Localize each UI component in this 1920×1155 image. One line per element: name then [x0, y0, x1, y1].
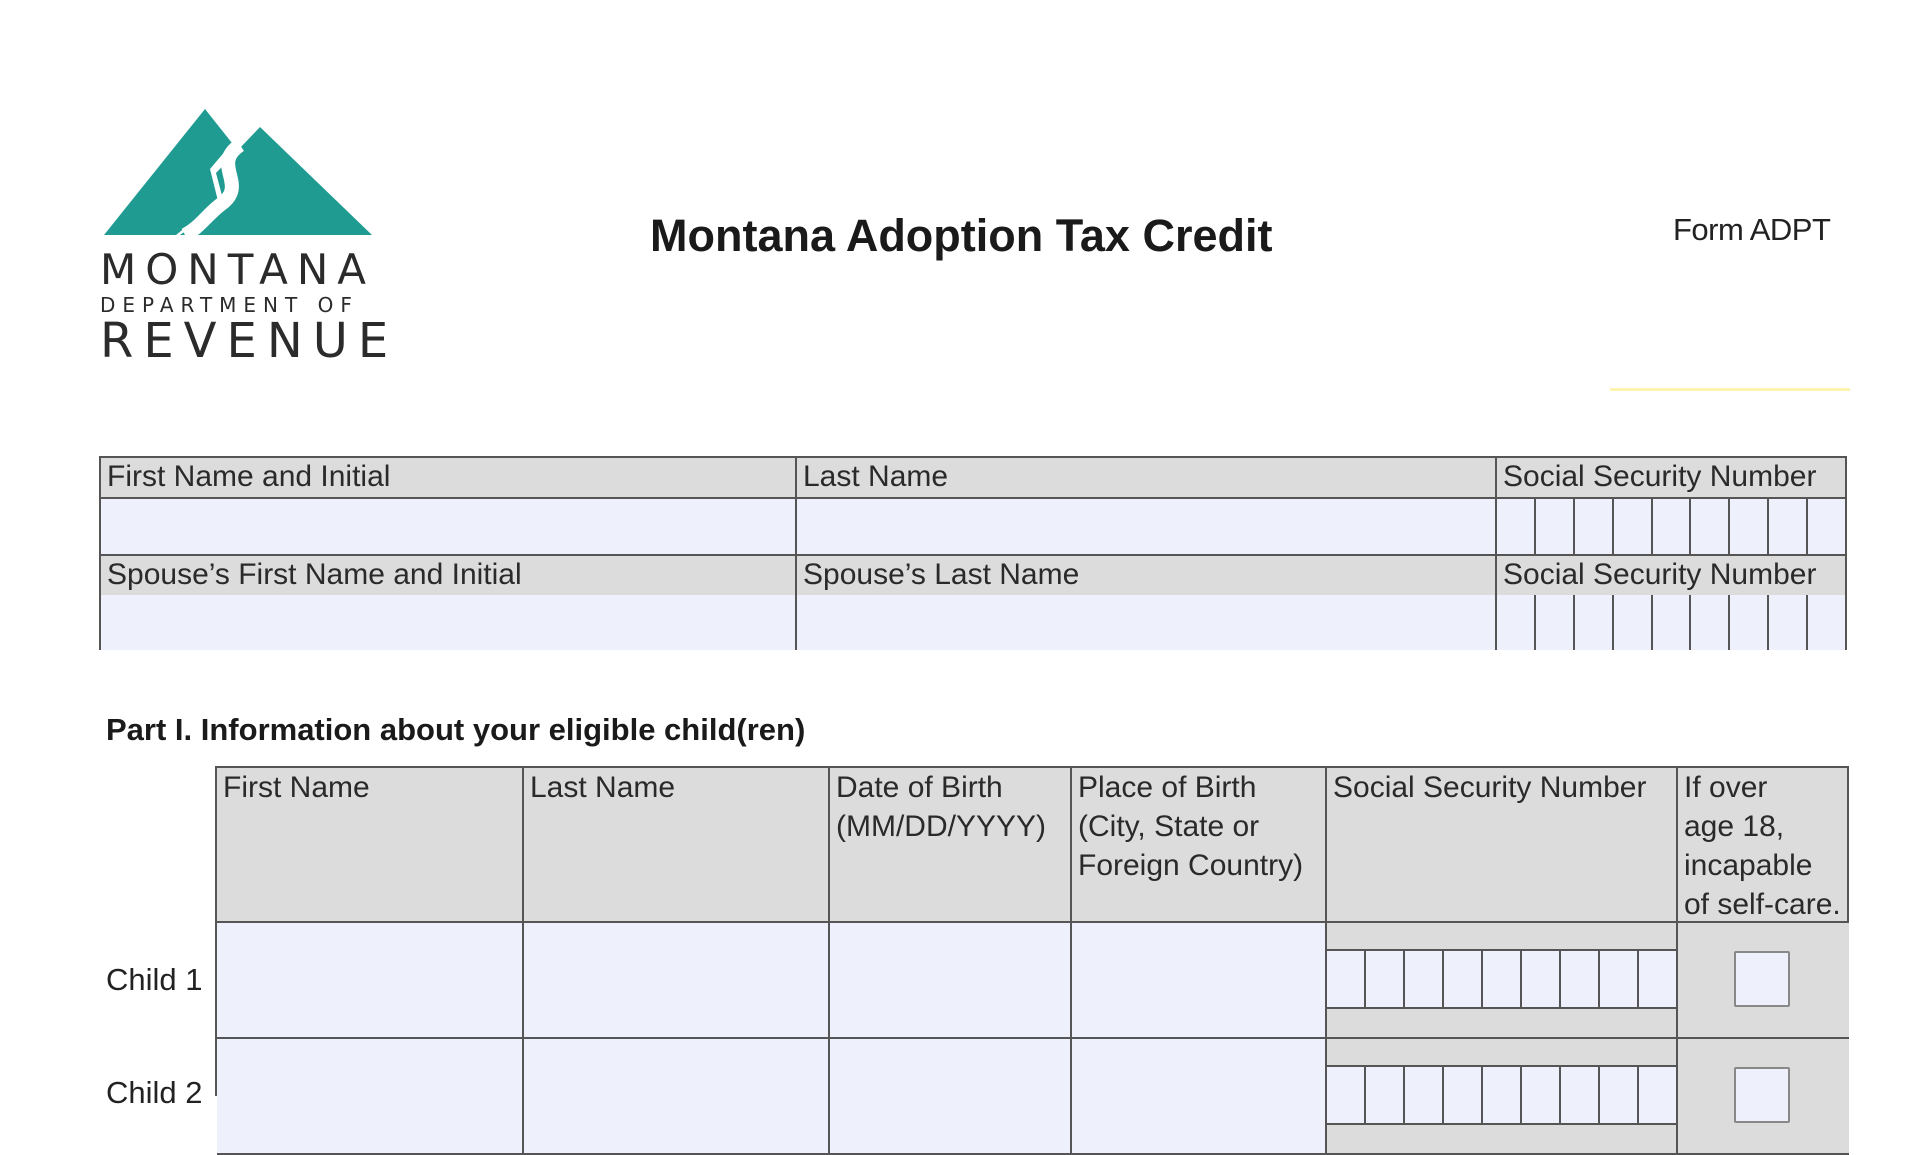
- logo-revenue-text: REVENUE: [100, 313, 399, 369]
- first-name-label: First Name and Initial: [107, 460, 391, 493]
- taxpayer-input-row: [101, 499, 1845, 554]
- col-header-place-of-birth: Place of Birth (City, State or Foreign Country): [1072, 768, 1327, 923]
- spouse-first-name-field[interactable]: [101, 595, 795, 650]
- form-title: Montana Adoption Tax Credit: [650, 210, 1273, 261]
- ssn-digit-box[interactable]: [1364, 951, 1403, 1007]
- form-id: Form ADPT: [1673, 212, 1831, 247]
- child1-first-name-field[interactable]: [217, 923, 524, 1039]
- last-name-field[interactable]: [797, 499, 1495, 554]
- child2-label: Child 2: [106, 1075, 203, 1110]
- ssn-digit-box[interactable]: [1612, 499, 1651, 554]
- child2-first-name-field[interactable]: [217, 1039, 524, 1155]
- child1-place-of-birth-field[interactable]: [1072, 923, 1327, 1039]
- child1-ssn-cell: [1327, 923, 1678, 1039]
- ssn-digit-box[interactable]: [1728, 499, 1767, 554]
- logo-montana-text: MONTANA: [100, 245, 375, 294]
- child1-ssn-field[interactable]: [1327, 949, 1676, 1009]
- ssn-digit-box[interactable]: [1806, 595, 1845, 650]
- child2-incapable-cell: [1678, 1039, 1849, 1155]
- col-header-incapable: If over age 18, incapable of self-care.: [1678, 768, 1849, 923]
- child1-last-name-field[interactable]: [524, 923, 830, 1039]
- ssn-digit-box[interactable]: [1598, 1067, 1637, 1123]
- montana-dor-logo: [100, 105, 399, 369]
- mountain-logo-icon: [100, 105, 380, 240]
- taxpayer-header-row: [101, 458, 1845, 499]
- logo-department-text: DEPARTMENT OF: [100, 293, 359, 317]
- ssn-digit-box[interactable]: [1612, 595, 1651, 650]
- child2-ssn-cell: [1327, 1039, 1678, 1155]
- ssn-digit-box[interactable]: [1573, 499, 1612, 554]
- form-id-underline: [1610, 388, 1850, 391]
- ssn-digit-box[interactable]: [1403, 1067, 1442, 1123]
- ssn-digit-box[interactable]: [1497, 595, 1534, 650]
- child2-ssn-field[interactable]: [1327, 1065, 1676, 1125]
- child2-place-of-birth-field[interactable]: [1072, 1039, 1327, 1155]
- ssn-digit-box[interactable]: [1728, 595, 1767, 650]
- child2-incapable-checkbox[interactable]: [1734, 1067, 1790, 1123]
- ssn-digit-box[interactable]: [1637, 1067, 1676, 1123]
- ssn-digit-box[interactable]: [1651, 595, 1690, 650]
- taxpayer-info-block: [99, 456, 1847, 650]
- part1-title: Part I. Information about your eligible child(ren): [106, 712, 806, 747]
- ssn-digit-box[interactable]: [1573, 595, 1612, 650]
- child2-last-name-field[interactable]: [524, 1039, 830, 1155]
- spouse-ssn-field[interactable]: [1497, 595, 1845, 650]
- col-header-first-name: First Name: [217, 768, 524, 923]
- ssn-digit-box[interactable]: [1689, 595, 1728, 650]
- child1-incapable-cell: [1678, 923, 1849, 1039]
- child1-dob-field[interactable]: [830, 923, 1072, 1039]
- spouse-last-name-label: Spouse’s Last Name: [803, 558, 1080, 591]
- ssn-digit-box[interactable]: [1481, 1067, 1520, 1123]
- ssn-digit-box[interactable]: [1598, 951, 1637, 1007]
- ssn-digit-box[interactable]: [1767, 499, 1806, 554]
- ssn-digit-box[interactable]: [1534, 595, 1573, 650]
- ssn-label: Social Security Number: [1503, 460, 1817, 493]
- spouse-first-name-label: Spouse’s First Name and Initial: [107, 558, 522, 591]
- last-name-label: Last Name: [803, 460, 949, 493]
- ssn-digit-box[interactable]: [1651, 499, 1690, 554]
- ssn-digit-box[interactable]: [1559, 951, 1598, 1007]
- ssn-field[interactable]: [1497, 499, 1845, 554]
- ssn-digit-box[interactable]: [1534, 499, 1573, 554]
- children-table: [215, 766, 1849, 1096]
- ssn-digit-box[interactable]: [1520, 1067, 1559, 1123]
- ssn-digit-box[interactable]: [1403, 951, 1442, 1007]
- ssn-digit-box[interactable]: [1497, 499, 1534, 554]
- ssn-digit-box[interactable]: [1559, 1067, 1598, 1123]
- child1-label: Child 1: [106, 962, 203, 997]
- first-name-field[interactable]: [101, 499, 795, 554]
- ssn-digit-box[interactable]: [1327, 1067, 1364, 1123]
- child1-incapable-checkbox[interactable]: [1734, 951, 1790, 1007]
- spouse-ssn-label: Social Security Number: [1503, 558, 1817, 591]
- child2-dob-field[interactable]: [830, 1039, 1072, 1155]
- col-header-ssn: Social Security Number: [1327, 768, 1678, 923]
- col-header-last-name: Last Name: [524, 768, 830, 923]
- ssn-digit-box[interactable]: [1327, 951, 1364, 1007]
- spouse-input-row: [101, 595, 1845, 650]
- spouse-last-name-field[interactable]: [797, 595, 1495, 650]
- ssn-digit-box[interactable]: [1442, 951, 1481, 1007]
- ssn-digit-box[interactable]: [1520, 951, 1559, 1007]
- ssn-digit-box[interactable]: [1689, 499, 1728, 554]
- ssn-digit-box[interactable]: [1442, 1067, 1481, 1123]
- ssn-digit-box[interactable]: [1364, 1067, 1403, 1123]
- ssn-digit-box[interactable]: [1637, 951, 1676, 1007]
- spouse-header-row: [101, 554, 1845, 597]
- ssn-digit-box[interactable]: [1767, 595, 1806, 650]
- ssn-digit-box[interactable]: [1481, 951, 1520, 1007]
- ssn-digit-box[interactable]: [1806, 499, 1845, 554]
- col-header-dob: Date of Birth (MM/DD/YYYY): [830, 768, 1072, 923]
